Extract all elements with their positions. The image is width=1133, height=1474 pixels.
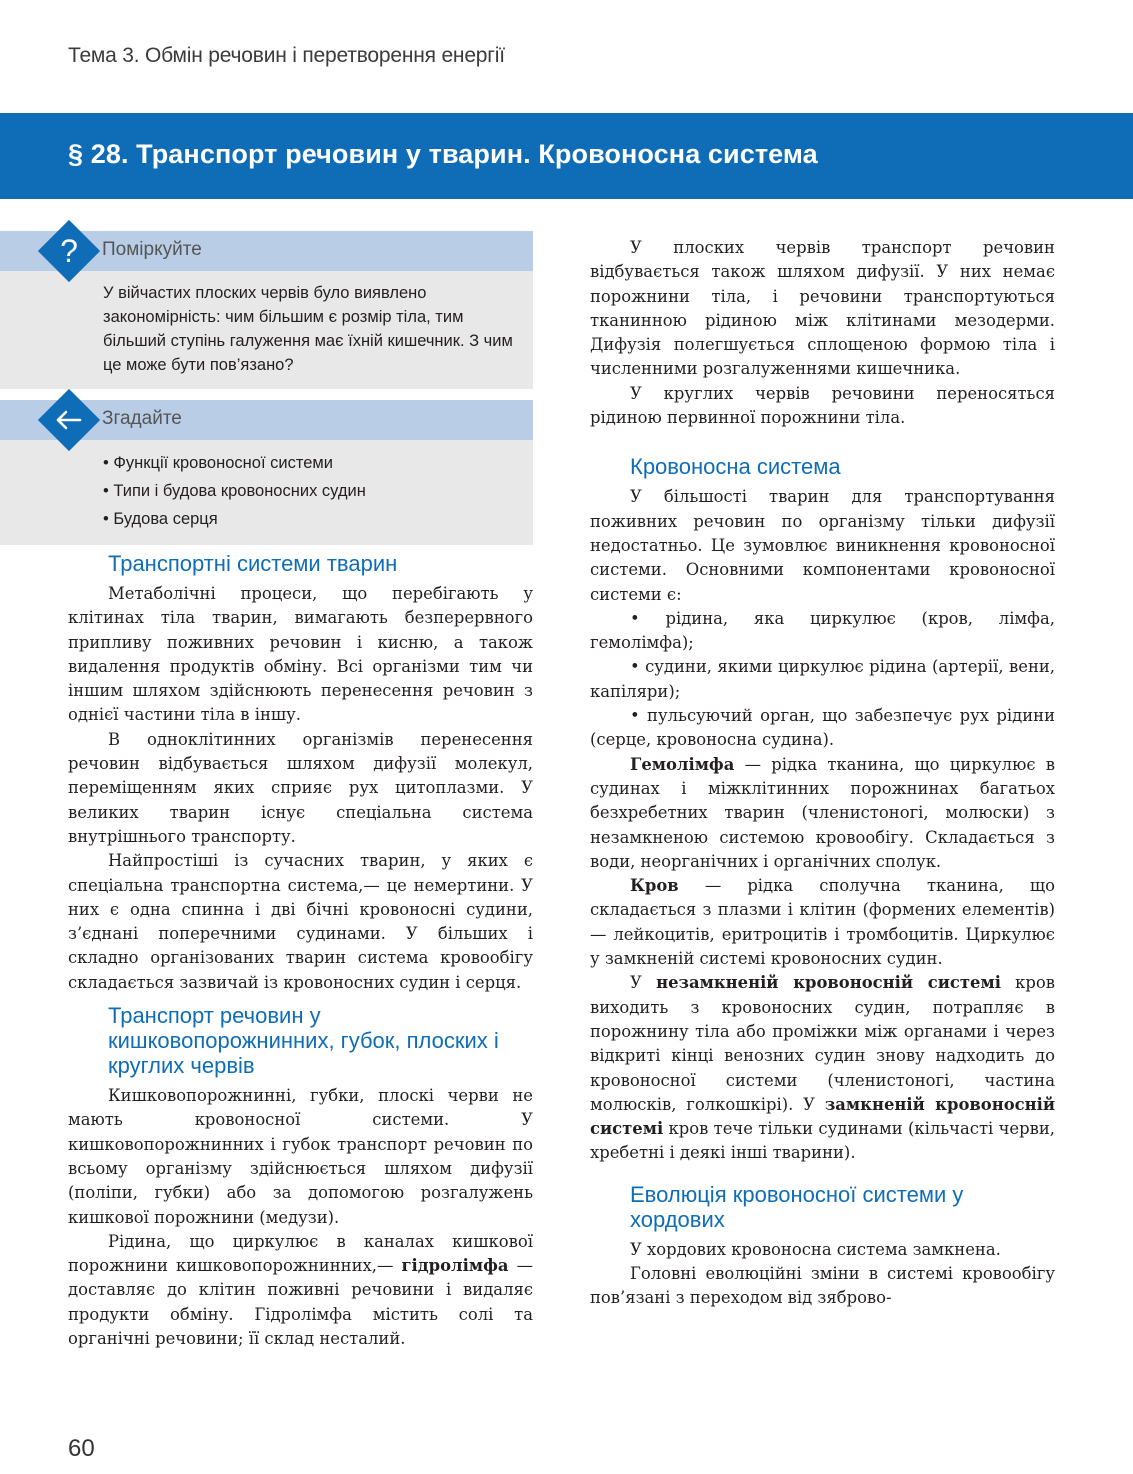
right-column <box>590 236 1055 1311</box>
text: — рідка сполучна тканина, що складається з плазми і клітин (формених елементів) — лейкоцитів, еритроцитів і тромбоцитів. Циркулює у замкненій системі кровоносних судин. <box>590 876 1055 969</box>
term-hydrolymph: гідролімфа <box>401 1256 509 1276</box>
list-item: • Функції кровоносної системи <box>103 449 513 477</box>
left-column <box>68 551 533 1351</box>
paragraph-hydrolymph <box>68 1230 533 1351</box>
paragraph-hemolymph <box>590 753 1055 874</box>
text: — рідка тканина, що циркулює в судинах і міжклітинних порожнинах багатьох безхребетних тварин (членистоногі, молюски) з незамкненою системою кровообігу. Складається з води, неорганічних і органічних сполук. <box>590 754 1055 871</box>
list-item: • Типи і будова кровоносних судин <box>103 477 513 505</box>
title-bar <box>0 113 1133 199</box>
paragraph: Найпростіші із сучасних тварин, у яких є спеціальна транспортна система,— це немертини. У них є одна спинна і дві бічні кровоносні судини, з’єднані поперечними судинами. У більших і складно організованих тварин система кровообігу складається зазвичай із кровоносних судин і серця. <box>68 851 533 992</box>
term-open-system: незамкненій кровоносній системі <box>656 973 1001 993</box>
arrow-left-icon <box>47 398 91 442</box>
text: У <box>630 973 657 993</box>
text: кров виходить з кровоносних судин, потрапляє в порожнину тіла або проміжки між органами і через відкриті кінці венозних судин знову надходить до кровоносної системи (членистоногі, частина молюсків, голкошкірі). У <box>590 973 1055 1114</box>
term-hemolymph: Гемолімфа <box>630 754 735 774</box>
paragraph: Кишковопорожнинні, губки, плоскі черви не мають кровоносної системи. У кишковопорожнинних і губок транспорт речовин по всьому організму здійснюється шляхом дифузії (поліпи, губки) або за допомогою розгалужень кишкової порожнини (медузи). <box>68 1086 533 1227</box>
paragraph: В одноклітинних організмів перенесення речовин відбувається шляхом дифузії молекул, переміщенням яких сприяє рух цитоплазми. У великих тварин існує спеціальна система внутрішнього транспорту. <box>68 729 533 846</box>
list-item: • Будова серця <box>103 505 513 533</box>
recall-list <box>0 440 533 545</box>
paragraph: Головні еволюційні зміни в системі кровообігу пов’язані з переходом від зяброво- <box>590 1263 1055 1308</box>
paragraph-blood <box>590 874 1055 971</box>
heading-transport-systems: Транспортні системи тварин <box>108 551 398 576</box>
bullet-item: • пульсуючий орган, що забезпечує рух рідини (серце, кровоносна судина). <box>590 706 1055 750</box>
term-blood: Кров <box>630 876 679 896</box>
paragraph: У хордових кровоносна система замкнена. <box>630 1239 1001 1259</box>
heading-evolution: Еволюція кровоносної системи у хордових <box>630 1181 964 1232</box>
paragraph-open-closed <box>590 971 1055 1165</box>
page-number: 60 <box>68 1435 95 1462</box>
think-box-header <box>0 231 533 271</box>
question-icon: ? <box>60 232 78 269</box>
think-box <box>0 231 533 389</box>
text: Рідина, що циркулює в каналах кишкової порожнини кишковопорожнинних,— <box>68 1231 533 1276</box>
paragraph: У круглих червів речовини переносяться рідиною первинної порожнини тіла. <box>590 383 1055 428</box>
heading-coelenterates: Транспорт речовин у кишковопорожнинних, губок, плоских і круглих червів <box>108 1003 499 1079</box>
think-box-text: У війчастих плоских червів було виявлено закономірність: чим більшим є розмір тіла, тим більший ступінь галуження має їхній кишечник. З чим це може бути пов’язано? <box>103 284 513 374</box>
page-title: § 28. Транспорт речовин у тварин. Кровоносна система <box>68 139 818 169</box>
paragraph: У більшості тварин для транспортування поживних речовин по організму тільки дифузії недостатньо. Це зумовлює виникнення кровоносної системи. Основними компонентами кровоносної системи є: <box>590 487 1055 604</box>
paragraph: У плоских червів транспорт речовин відбувається також шляхом дифузії. У них немає порожнини тіла, і речовини транспортуються тканинною рідиною між клітинами мезодерми. Дифузія полегшується сплощеною формою тіла і численними розгалуженнями кишечника. <box>590 238 1055 379</box>
recall-box-header <box>0 400 533 440</box>
term-closed-system: замкненій кровоносній системі <box>590 1094 1055 1139</box>
bullet-item: • рідина, яка циркулює (кров, лімфа, гемолімфа); <box>590 608 1055 653</box>
text: — доставляє до клітин поживні речовини і видаляє продукти обміну. Гідролімфа містить солі та органічні речовини; її склад несталий. <box>68 1256 533 1349</box>
text: кров тече тільки судинами (кільчасті черви, хребетні і деякі інші тварини). <box>590 1119 1055 1163</box>
paragraph: Метаболічні процеси, що перебігають у клітинах тіла тварин, вимагають безперервного припливу поживних речовин і кисню, а також видалення продуктів обміну. Всі організми тим чи іншим шляхом здійснюють перенесення речовин з однієї частини тіла в іншу. <box>68 584 533 725</box>
heading-circulatory-system: Кровоносна система <box>630 454 841 480</box>
think-box-label: Поміркуйте <box>102 239 202 260</box>
running-head: Тема 3. Обмін речовин і перетворення енергії <box>68 44 505 67</box>
recall-box-label: Згадайте <box>102 408 182 429</box>
bullet-item: • судини, якими циркулює рідина (артерії, вени, капіляри); <box>590 657 1055 701</box>
recall-box <box>0 400 533 545</box>
